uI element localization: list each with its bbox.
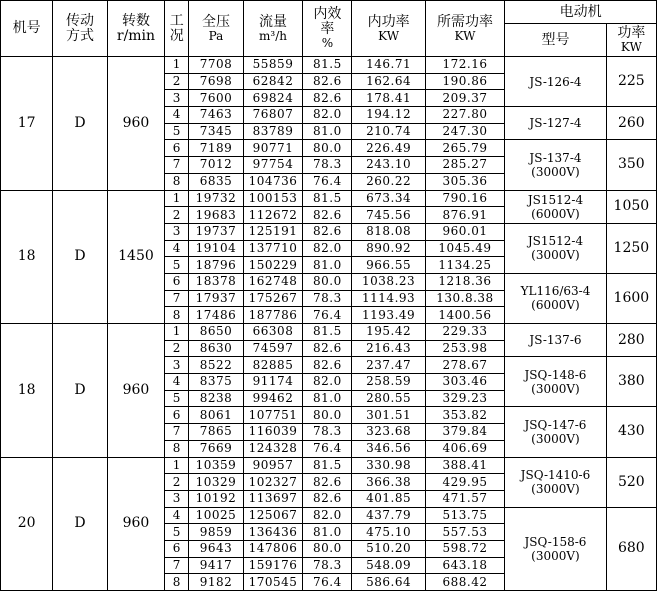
header-internal-eff-line1: 内效 bbox=[313, 6, 342, 22]
motor-model-name: JS-137-4 bbox=[529, 150, 582, 165]
required-power-cell: 598.72 bbox=[425, 540, 505, 557]
condition-cell: 6 bbox=[165, 407, 189, 424]
motor-model-name: JS-137-6 bbox=[529, 333, 582, 348]
condition-cell: 4 bbox=[165, 507, 189, 524]
total-pressure-cell: 7698 bbox=[189, 73, 243, 90]
internal-eff-cell: 82.0 bbox=[303, 240, 352, 257]
total-pressure-cell: 10192 bbox=[189, 490, 243, 507]
motor-power-cell: 1600 bbox=[606, 273, 656, 323]
required-power-cell: 429.95 bbox=[425, 474, 505, 491]
drive-cell: D bbox=[53, 57, 107, 191]
header-internal-eff bbox=[303, 1, 352, 57]
internal-power-cell: 280.55 bbox=[352, 390, 425, 407]
motor-model-cell bbox=[505, 507, 606, 590]
motor-power-cell: 280 bbox=[606, 324, 656, 357]
header-flow-unit: m³/h bbox=[259, 28, 287, 43]
header-motor-power bbox=[606, 24, 656, 57]
required-power-cell: 285.27 bbox=[425, 157, 505, 174]
total-pressure-cell: 7600 bbox=[189, 90, 243, 107]
motor-power-cell: 225 bbox=[606, 57, 656, 107]
table-row bbox=[1, 324, 657, 341]
required-power-cell: 353.82 bbox=[425, 407, 505, 424]
flow-cell: 83789 bbox=[243, 123, 303, 140]
required-power-cell: 513.75 bbox=[425, 507, 505, 524]
condition-cell: 8 bbox=[165, 440, 189, 457]
header-total-pressure-unit: Pa bbox=[208, 28, 224, 43]
motor-model-cell bbox=[505, 223, 606, 273]
required-power-cell: 1134.25 bbox=[425, 257, 505, 274]
condition-cell: 2 bbox=[165, 73, 189, 90]
condition-cell: 5 bbox=[165, 524, 189, 541]
header-required-power bbox=[425, 1, 505, 57]
total-pressure-cell: 8650 bbox=[189, 324, 243, 341]
internal-eff-cell: 80.0 bbox=[303, 407, 352, 424]
flow-cell: 124328 bbox=[243, 440, 303, 457]
motor-model-cell bbox=[505, 357, 606, 407]
condition-cell: 3 bbox=[165, 357, 189, 374]
motor-power-cell: 380 bbox=[606, 357, 656, 407]
required-power-cell: 790.16 bbox=[425, 190, 505, 207]
required-power-cell: 688.42 bbox=[425, 574, 505, 591]
motor-model-name: JSQ-148-6 bbox=[524, 367, 587, 382]
flow-cell: 136436 bbox=[243, 524, 303, 541]
internal-power-cell: 510.20 bbox=[352, 540, 425, 557]
motor-power-cell: 520 bbox=[606, 457, 656, 507]
header-internal-eff-line2: 率 bbox=[320, 21, 335, 37]
motor-model-voltage: (3000V) bbox=[531, 381, 580, 396]
internal-power-cell: 346.56 bbox=[352, 440, 425, 457]
condition-cell: 1 bbox=[165, 57, 189, 74]
motor-model-voltage: (3000V) bbox=[531, 164, 580, 179]
internal-eff-cell: 78.3 bbox=[303, 290, 352, 307]
table-row bbox=[1, 57, 657, 74]
condition-cell: 2 bbox=[165, 207, 189, 224]
flow-cell: 175267 bbox=[243, 290, 303, 307]
motor-model-cell bbox=[505, 273, 606, 323]
table-row bbox=[1, 190, 657, 207]
total-pressure-cell: 19737 bbox=[189, 223, 243, 240]
flow-cell: 104736 bbox=[243, 173, 303, 190]
speed-cell: 1450 bbox=[107, 190, 165, 324]
header-speed-line1: 转数 bbox=[121, 12, 150, 29]
motor-model-name: JS1512-4 bbox=[527, 234, 584, 249]
flow-cell: 102327 bbox=[243, 474, 303, 491]
flow-cell: 113697 bbox=[243, 490, 303, 507]
motor-model-cell bbox=[505, 107, 606, 140]
required-power-cell: 229.33 bbox=[425, 324, 505, 341]
header-internal-eff-unit: % bbox=[321, 36, 334, 50]
flow-cell: 100153 bbox=[243, 190, 303, 207]
required-power-cell: 557.53 bbox=[425, 524, 505, 541]
flow-cell: 112672 bbox=[243, 207, 303, 224]
required-power-cell: 190.86 bbox=[425, 73, 505, 90]
condition-cell: 1 bbox=[165, 324, 189, 341]
table-body bbox=[1, 57, 657, 591]
required-power-cell: 329.23 bbox=[425, 390, 505, 407]
flow-cell: 170545 bbox=[243, 574, 303, 591]
condition-cell: 1 bbox=[165, 190, 189, 207]
total-pressure-cell: 8630 bbox=[189, 340, 243, 357]
total-pressure-cell: 19104 bbox=[189, 240, 243, 257]
internal-power-cell: 258.59 bbox=[352, 374, 425, 391]
internal-power-cell: 890.92 bbox=[352, 240, 425, 257]
header-required-power-unit: KW bbox=[454, 28, 476, 43]
total-pressure-cell: 8238 bbox=[189, 390, 243, 407]
total-pressure-cell: 9417 bbox=[189, 557, 243, 574]
total-pressure-cell: 10329 bbox=[189, 474, 243, 491]
internal-power-cell: 1114.93 bbox=[352, 290, 425, 307]
total-pressure-cell: 10025 bbox=[189, 507, 243, 524]
internal-power-cell: 330.98 bbox=[352, 457, 425, 474]
required-power-cell: 172.16 bbox=[425, 57, 505, 74]
flow-cell: 137710 bbox=[243, 240, 303, 257]
internal-power-cell: 301.51 bbox=[352, 407, 425, 424]
total-pressure-cell: 17937 bbox=[189, 290, 243, 307]
speed-cell: 960 bbox=[107, 457, 165, 591]
required-power-cell: 1045.49 bbox=[425, 240, 505, 257]
motor-power-cell: 430 bbox=[606, 407, 656, 457]
motor-model-name: JSQ-1410-6 bbox=[520, 468, 591, 483]
header-internal-power bbox=[352, 1, 425, 57]
internal-eff-cell: 82.6 bbox=[303, 490, 352, 507]
internal-eff-cell: 81.5 bbox=[303, 457, 352, 474]
total-pressure-cell: 7708 bbox=[189, 57, 243, 74]
header-drive-line2: 方式 bbox=[66, 27, 94, 44]
header-motor-power-line1: 功率 bbox=[617, 25, 646, 41]
header-motor-power-unit: KW bbox=[620, 40, 642, 54]
required-power-cell: 303.46 bbox=[425, 374, 505, 391]
internal-power-cell: 210.74 bbox=[352, 123, 425, 140]
motor-power-cell: 1050 bbox=[606, 190, 656, 223]
required-power-cell: 305.36 bbox=[425, 173, 505, 190]
motor-model-name: JS-126-4 bbox=[529, 74, 582, 89]
motor-model-name: JS1512-4 bbox=[527, 192, 584, 207]
condition-cell: 5 bbox=[165, 390, 189, 407]
total-pressure-cell: 9182 bbox=[189, 574, 243, 591]
total-pressure-cell: 8522 bbox=[189, 357, 243, 374]
condition-cell: 2 bbox=[165, 340, 189, 357]
total-pressure-cell: 19732 bbox=[189, 190, 243, 207]
motor-model-voltage: (3000V) bbox=[531, 248, 580, 263]
drive-cell: D bbox=[53, 190, 107, 324]
header-total-pressure bbox=[189, 1, 243, 57]
internal-eff-cell: 82.6 bbox=[303, 73, 352, 90]
condition-cell: 6 bbox=[165, 540, 189, 557]
required-power-cell: 471.57 bbox=[425, 490, 505, 507]
condition-cell: 7 bbox=[165, 157, 189, 174]
internal-eff-cell: 78.3 bbox=[303, 424, 352, 441]
header-condition bbox=[165, 1, 189, 57]
internal-power-cell: 194.12 bbox=[352, 107, 425, 124]
internal-eff-cell: 80.0 bbox=[303, 140, 352, 157]
required-power-cell: 209.37 bbox=[425, 90, 505, 107]
motor-model-voltage: (3000V) bbox=[531, 548, 580, 563]
required-power-cell: 406.69 bbox=[425, 440, 505, 457]
internal-eff-cell: 82.0 bbox=[303, 507, 352, 524]
flow-cell: 97754 bbox=[243, 157, 303, 174]
internal-power-cell: 323.68 bbox=[352, 424, 425, 441]
internal-eff-cell: 76.4 bbox=[303, 307, 352, 324]
total-pressure-cell: 7463 bbox=[189, 107, 243, 124]
machine-no-cell: 18 bbox=[1, 324, 53, 458]
condition-cell: 8 bbox=[165, 574, 189, 591]
machine-no-cell: 20 bbox=[1, 457, 53, 591]
internal-eff-cell: 82.6 bbox=[303, 357, 352, 374]
motor-power-cell: 260 bbox=[606, 107, 656, 140]
total-pressure-cell: 17486 bbox=[189, 307, 243, 324]
internal-power-cell: 243.10 bbox=[352, 157, 425, 174]
flow-cell: 82885 bbox=[243, 357, 303, 374]
motor-power-cell: 350 bbox=[606, 140, 656, 190]
motor-model-cell bbox=[505, 190, 606, 223]
total-pressure-cell: 18796 bbox=[189, 257, 243, 274]
condition-cell: 3 bbox=[165, 90, 189, 107]
header-internal-power-line1: 内功率 bbox=[367, 13, 410, 30]
condition-cell: 2 bbox=[165, 474, 189, 491]
internal-eff-cell: 82.6 bbox=[303, 90, 352, 107]
header-flow-line1: 流量 bbox=[259, 13, 287, 30]
motor-model-voltage: (6000V) bbox=[531, 298, 580, 313]
required-power-cell: 1218.36 bbox=[425, 273, 505, 290]
flow-cell: 99462 bbox=[243, 390, 303, 407]
flow-cell: 187786 bbox=[243, 307, 303, 324]
total-pressure-cell: 10359 bbox=[189, 457, 243, 474]
motor-model-cell bbox=[505, 57, 606, 107]
motor-model-cell bbox=[505, 457, 606, 507]
total-pressure-cell: 7865 bbox=[189, 424, 243, 441]
internal-eff-cell: 78.3 bbox=[303, 557, 352, 574]
header-internal-power-unit: KW bbox=[378, 28, 400, 43]
flow-cell: 162748 bbox=[243, 273, 303, 290]
total-pressure-cell: 8375 bbox=[189, 374, 243, 391]
flow-cell: 147806 bbox=[243, 540, 303, 557]
condition-cell: 3 bbox=[165, 223, 189, 240]
motor-model-voltage: (3000V) bbox=[531, 431, 580, 446]
internal-power-cell: 366.38 bbox=[352, 474, 425, 491]
motor-model-voltage: (6000V) bbox=[531, 206, 580, 221]
required-power-cell: 227.80 bbox=[425, 107, 505, 124]
total-pressure-cell: 7669 bbox=[189, 440, 243, 457]
flow-cell: 107751 bbox=[243, 407, 303, 424]
condition-cell: 5 bbox=[165, 123, 189, 140]
drive-cell: D bbox=[53, 324, 107, 458]
speed-cell: 960 bbox=[107, 324, 165, 458]
flow-cell: 125067 bbox=[243, 507, 303, 524]
condition-cell: 5 bbox=[165, 257, 189, 274]
required-power-cell: 1400.56 bbox=[425, 307, 505, 324]
required-power-cell: 388.41 bbox=[425, 457, 505, 474]
condition-cell: 4 bbox=[165, 107, 189, 124]
internal-power-cell: 401.85 bbox=[352, 490, 425, 507]
internal-eff-cell: 82.6 bbox=[303, 207, 352, 224]
flow-cell: 150229 bbox=[243, 257, 303, 274]
internal-power-cell: 216.43 bbox=[352, 340, 425, 357]
flow-cell: 91174 bbox=[243, 374, 303, 391]
flow-cell: 62842 bbox=[243, 73, 303, 90]
condition-cell: 3 bbox=[165, 490, 189, 507]
internal-power-cell: 260.22 bbox=[352, 173, 425, 190]
flow-cell: 55859 bbox=[243, 57, 303, 74]
internal-eff-cell: 76.4 bbox=[303, 574, 352, 591]
condition-cell: 7 bbox=[165, 557, 189, 574]
motor-power-cell: 1250 bbox=[606, 223, 656, 273]
total-pressure-cell: 7012 bbox=[189, 157, 243, 174]
required-power-cell: 247.30 bbox=[425, 123, 505, 140]
drive-cell: D bbox=[53, 457, 107, 591]
condition-cell: 4 bbox=[165, 374, 189, 391]
internal-eff-cell: 81.5 bbox=[303, 190, 352, 207]
flow-cell: 90771 bbox=[243, 140, 303, 157]
motor-power-cell: 680 bbox=[606, 507, 656, 590]
internal-eff-cell: 76.4 bbox=[303, 440, 352, 457]
condition-cell: 1 bbox=[165, 457, 189, 474]
internal-eff-cell: 80.0 bbox=[303, 540, 352, 557]
internal-eff-cell: 81.0 bbox=[303, 524, 352, 541]
motor-model-name: YL116/63-4 bbox=[520, 284, 591, 299]
internal-power-cell: 195.42 bbox=[352, 324, 425, 341]
internal-eff-cell: 81.5 bbox=[303, 57, 352, 74]
required-power-cell: 960.01 bbox=[425, 223, 505, 240]
internal-power-cell: 162.64 bbox=[352, 73, 425, 90]
internal-eff-cell: 81.5 bbox=[303, 324, 352, 341]
internal-power-cell: 548.09 bbox=[352, 557, 425, 574]
header-condition-line2: 况 bbox=[169, 27, 184, 44]
internal-power-cell: 475.10 bbox=[352, 524, 425, 541]
motor-model-name: JSQ-158-6 bbox=[524, 534, 587, 549]
condition-cell: 4 bbox=[165, 240, 189, 257]
internal-eff-cell: 81.0 bbox=[303, 123, 352, 140]
condition-cell: 7 bbox=[165, 290, 189, 307]
motor-model-voltage: (3000V) bbox=[531, 482, 580, 497]
internal-power-cell: 745.56 bbox=[352, 207, 425, 224]
internal-eff-cell: 80.0 bbox=[303, 273, 352, 290]
flow-cell: 76807 bbox=[243, 107, 303, 124]
header-condition-line1: 工 bbox=[169, 12, 184, 29]
condition-cell: 6 bbox=[165, 273, 189, 290]
header-total-pressure-line1: 全压 bbox=[201, 13, 230, 30]
internal-power-cell: 178.41 bbox=[352, 90, 425, 107]
header-drive-line1: 传动 bbox=[66, 12, 94, 29]
required-power-cell: 379.84 bbox=[425, 424, 505, 441]
internal-eff-cell: 82.0 bbox=[303, 374, 352, 391]
header-required-power-line1: 所需功率 bbox=[436, 13, 493, 30]
internal-eff-cell: 82.0 bbox=[303, 107, 352, 124]
header-machine-no: 机号 bbox=[1, 1, 53, 57]
required-power-cell: 278.67 bbox=[425, 357, 505, 374]
flow-cell: 116039 bbox=[243, 424, 303, 441]
total-pressure-cell: 6835 bbox=[189, 173, 243, 190]
internal-power-cell: 1193.49 bbox=[352, 307, 425, 324]
internal-power-cell: 437.79 bbox=[352, 507, 425, 524]
condition-cell: 8 bbox=[165, 173, 189, 190]
total-pressure-cell: 9859 bbox=[189, 524, 243, 541]
internal-power-cell: 586.64 bbox=[352, 574, 425, 591]
total-pressure-cell: 7345 bbox=[189, 123, 243, 140]
flow-cell: 159176 bbox=[243, 557, 303, 574]
flow-cell: 69824 bbox=[243, 90, 303, 107]
total-pressure-cell: 8061 bbox=[189, 407, 243, 424]
internal-power-cell: 146.71 bbox=[352, 57, 425, 74]
total-pressure-cell: 7189 bbox=[189, 140, 243, 157]
internal-power-cell: 1038.23 bbox=[352, 273, 425, 290]
total-pressure-cell: 9643 bbox=[189, 540, 243, 557]
header-speed-line2: r/min bbox=[116, 27, 156, 44]
speed-cell: 960 bbox=[107, 57, 165, 191]
internal-power-cell: 966.55 bbox=[352, 257, 425, 274]
header-drive bbox=[53, 1, 107, 57]
condition-cell: 6 bbox=[165, 140, 189, 157]
internal-power-cell: 237.47 bbox=[352, 357, 425, 374]
machine-no-cell: 18 bbox=[1, 190, 53, 324]
condition-cell: 7 bbox=[165, 424, 189, 441]
machine-no-cell: 17 bbox=[1, 57, 53, 191]
internal-eff-cell: 82.6 bbox=[303, 474, 352, 491]
internal-power-cell: 673.34 bbox=[352, 190, 425, 207]
internal-eff-cell: 76.4 bbox=[303, 173, 352, 190]
header-flow bbox=[243, 1, 303, 57]
total-pressure-cell: 18378 bbox=[189, 273, 243, 290]
header-motor: 电动机 bbox=[505, 1, 657, 24]
internal-eff-cell: 78.3 bbox=[303, 157, 352, 174]
motor-model-cell bbox=[505, 407, 606, 457]
motor-model-name: JS-127-4 bbox=[529, 116, 582, 131]
header-speed bbox=[107, 1, 165, 57]
total-pressure-cell: 19683 bbox=[189, 207, 243, 224]
required-power-cell: 130.8.38 bbox=[425, 290, 505, 307]
required-power-cell: 643.18 bbox=[425, 557, 505, 574]
required-power-cell: 265.79 bbox=[425, 140, 505, 157]
flow-cell: 66308 bbox=[243, 324, 303, 341]
internal-eff-cell: 81.0 bbox=[303, 257, 352, 274]
internal-eff-cell: 81.0 bbox=[303, 390, 352, 407]
flow-cell: 125191 bbox=[243, 223, 303, 240]
internal-power-cell: 226.49 bbox=[352, 140, 425, 157]
internal-eff-cell: 82.6 bbox=[303, 223, 352, 240]
motor-model-cell bbox=[505, 324, 606, 357]
condition-cell: 8 bbox=[165, 307, 189, 324]
internal-power-cell: 818.08 bbox=[352, 223, 425, 240]
internal-eff-cell: 82.6 bbox=[303, 340, 352, 357]
motor-model-cell bbox=[505, 140, 606, 190]
required-power-cell: 876.91 bbox=[425, 207, 505, 224]
motor-model-name: JSQ-147-6 bbox=[524, 417, 587, 432]
flow-cell: 90957 bbox=[243, 457, 303, 474]
flow-cell: 74597 bbox=[243, 340, 303, 357]
table-row bbox=[1, 457, 657, 474]
header-motor-model: 型号 bbox=[505, 24, 606, 57]
required-power-cell: 253.98 bbox=[425, 340, 505, 357]
